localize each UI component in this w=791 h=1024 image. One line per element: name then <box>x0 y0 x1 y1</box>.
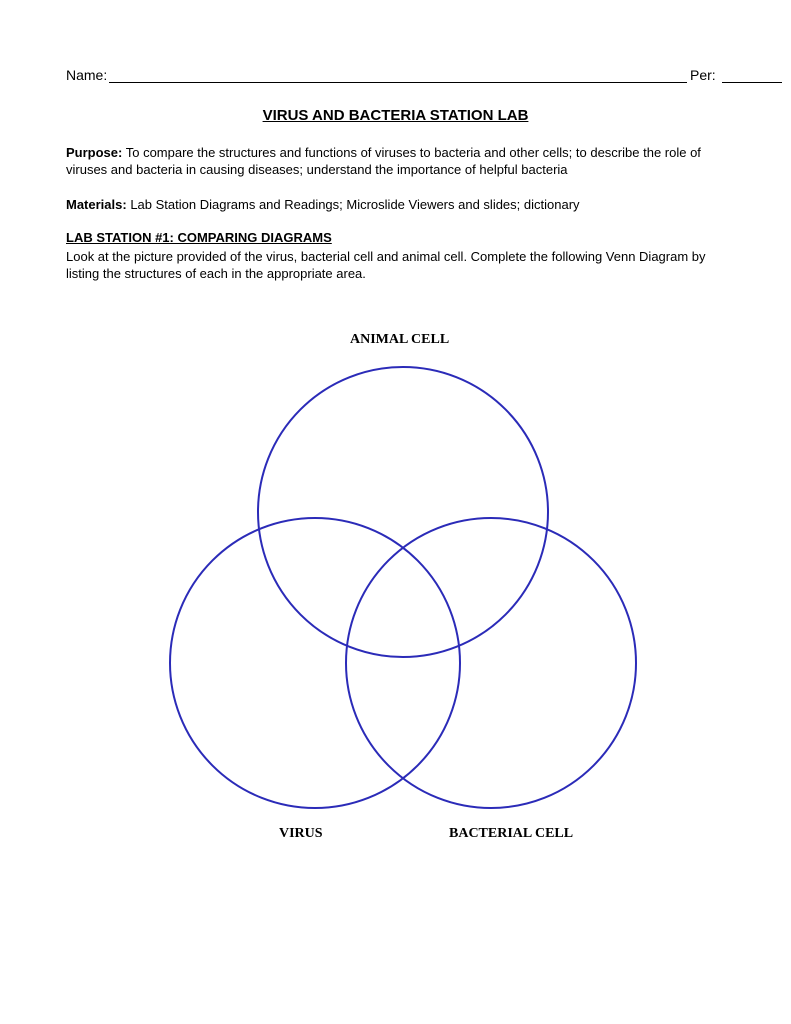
purpose-label: Purpose: <box>66 145 123 160</box>
materials-text: Lab Station Diagrams and Readings; Microslide Viewers and slides; dictionary <box>126 197 580 212</box>
station-1-heading: LAB STATION #1: COMPARING DIAGRAMS <box>66 230 332 245</box>
materials-label: Materials: <box>66 197 127 212</box>
venn-circle-animal-cell <box>258 367 548 657</box>
station-1-instructions: Look at the picture provided of the virus, bacterial cell and animal cell. Complete the following Venn Diagram by listing the structures of each in the appropriate area. <box>66 249 706 281</box>
venn-circle-bacterial-cell <box>346 518 636 808</box>
name-label: Name: <box>66 67 108 83</box>
venn-label-animal-cell: ANIMAL CELL <box>350 332 450 347</box>
per-label: Per: <box>690 67 716 83</box>
venn-label-virus: VIRUS <box>279 826 323 841</box>
venn-circle-virus <box>170 518 460 808</box>
purpose-text: To compare the structures and functions of viruses to bacteria and other cells; to describe the role of viruses and bacteria in causing diseases; understand the importance of helpful bacteria <box>66 145 701 177</box>
page-title: VIRUS AND BACTERIA STATION LAB <box>262 107 529 124</box>
venn-label-bacterial-cell: BACTERIAL CELL <box>449 826 574 841</box>
